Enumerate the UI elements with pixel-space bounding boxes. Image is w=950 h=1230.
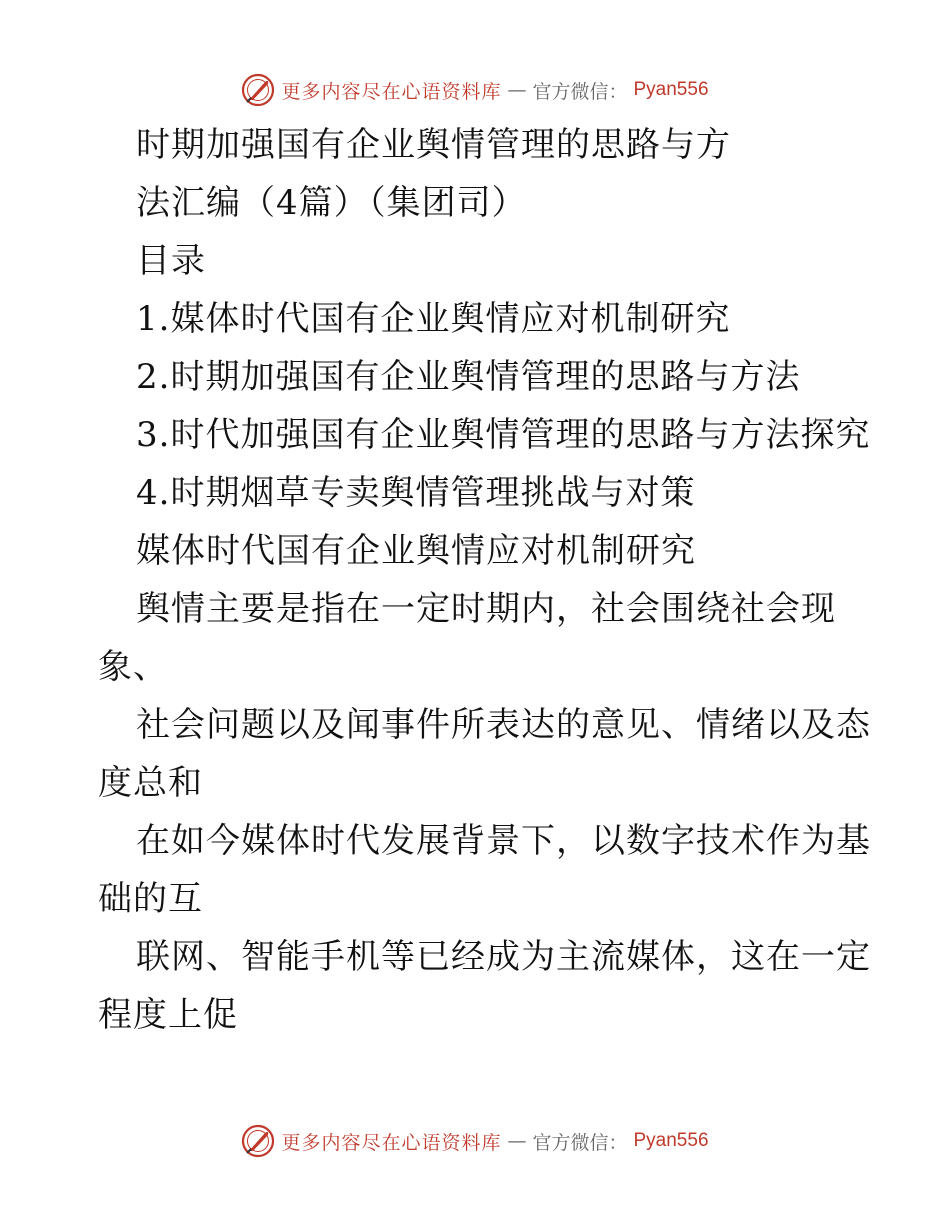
paragraph-4-wrap-line: 程度上促 xyxy=(98,995,238,1035)
quill-pen-logo-icon xyxy=(241,73,275,107)
toc-item-3: 3.时代加强国有企业舆情管理的思路与方法探究 xyxy=(136,415,871,455)
banner-main-text: 更多内容尽在心语资料库 xyxy=(281,1131,502,1154)
banner-contact-id: Pyan556 xyxy=(633,79,709,100)
banner-dash: — xyxy=(507,79,527,101)
header-watermark-banner xyxy=(0,70,950,110)
paragraph-2-wrap-line: 度总和 xyxy=(98,763,203,803)
paragraph-3-first-line: 在如今媒体时代发展背景下，以数字技术作为基 xyxy=(136,821,871,861)
paragraph-2-first-line: 社会问题以及闻事件所表达的意见、情绪以及态 xyxy=(136,705,871,745)
paragraph-3-wrap-line: 础的互 xyxy=(98,879,203,919)
toc-item-4: 4.时期烟草专卖舆情管理挑战与对策 xyxy=(136,473,696,513)
section-title: 媒体时代国有企业舆情应对机制研究 xyxy=(136,531,696,571)
banner-dash: — xyxy=(507,1130,527,1152)
quill-pen-logo-icon xyxy=(241,1124,275,1158)
document-body xyxy=(0,116,950,1044)
banner-contact-label: 官方微信： xyxy=(532,1131,628,1154)
footer-watermark-banner xyxy=(0,1121,950,1161)
paragraph-4-first-line: 联网、智能手机等已经成为主流媒体，这在一定 xyxy=(136,937,871,977)
banner-contact-label: 官方微信： xyxy=(532,80,628,103)
banner-main-text: 更多内容尽在心语资料库 xyxy=(281,80,502,103)
toc-item-1: 1.媒体时代国有企业舆情应对机制研究 xyxy=(136,299,731,339)
paragraph-1-first-line: 舆情主要是指在一定时期内，社会围绕社会现 xyxy=(136,589,836,629)
paragraph-1-wrap-line: 象、 xyxy=(98,647,168,687)
toc-item-2: 2.时期加强国有企业舆情管理的思路与方法 xyxy=(136,357,801,397)
banner-contact-id: Pyan556 xyxy=(633,1130,709,1151)
document-title-line-1: 时期加强国有企业舆情管理的思路与方 xyxy=(136,125,731,165)
toc-heading: 目录 xyxy=(136,241,206,281)
document-title-line-2: 法汇编（4篇）（集团司） xyxy=(136,183,527,223)
